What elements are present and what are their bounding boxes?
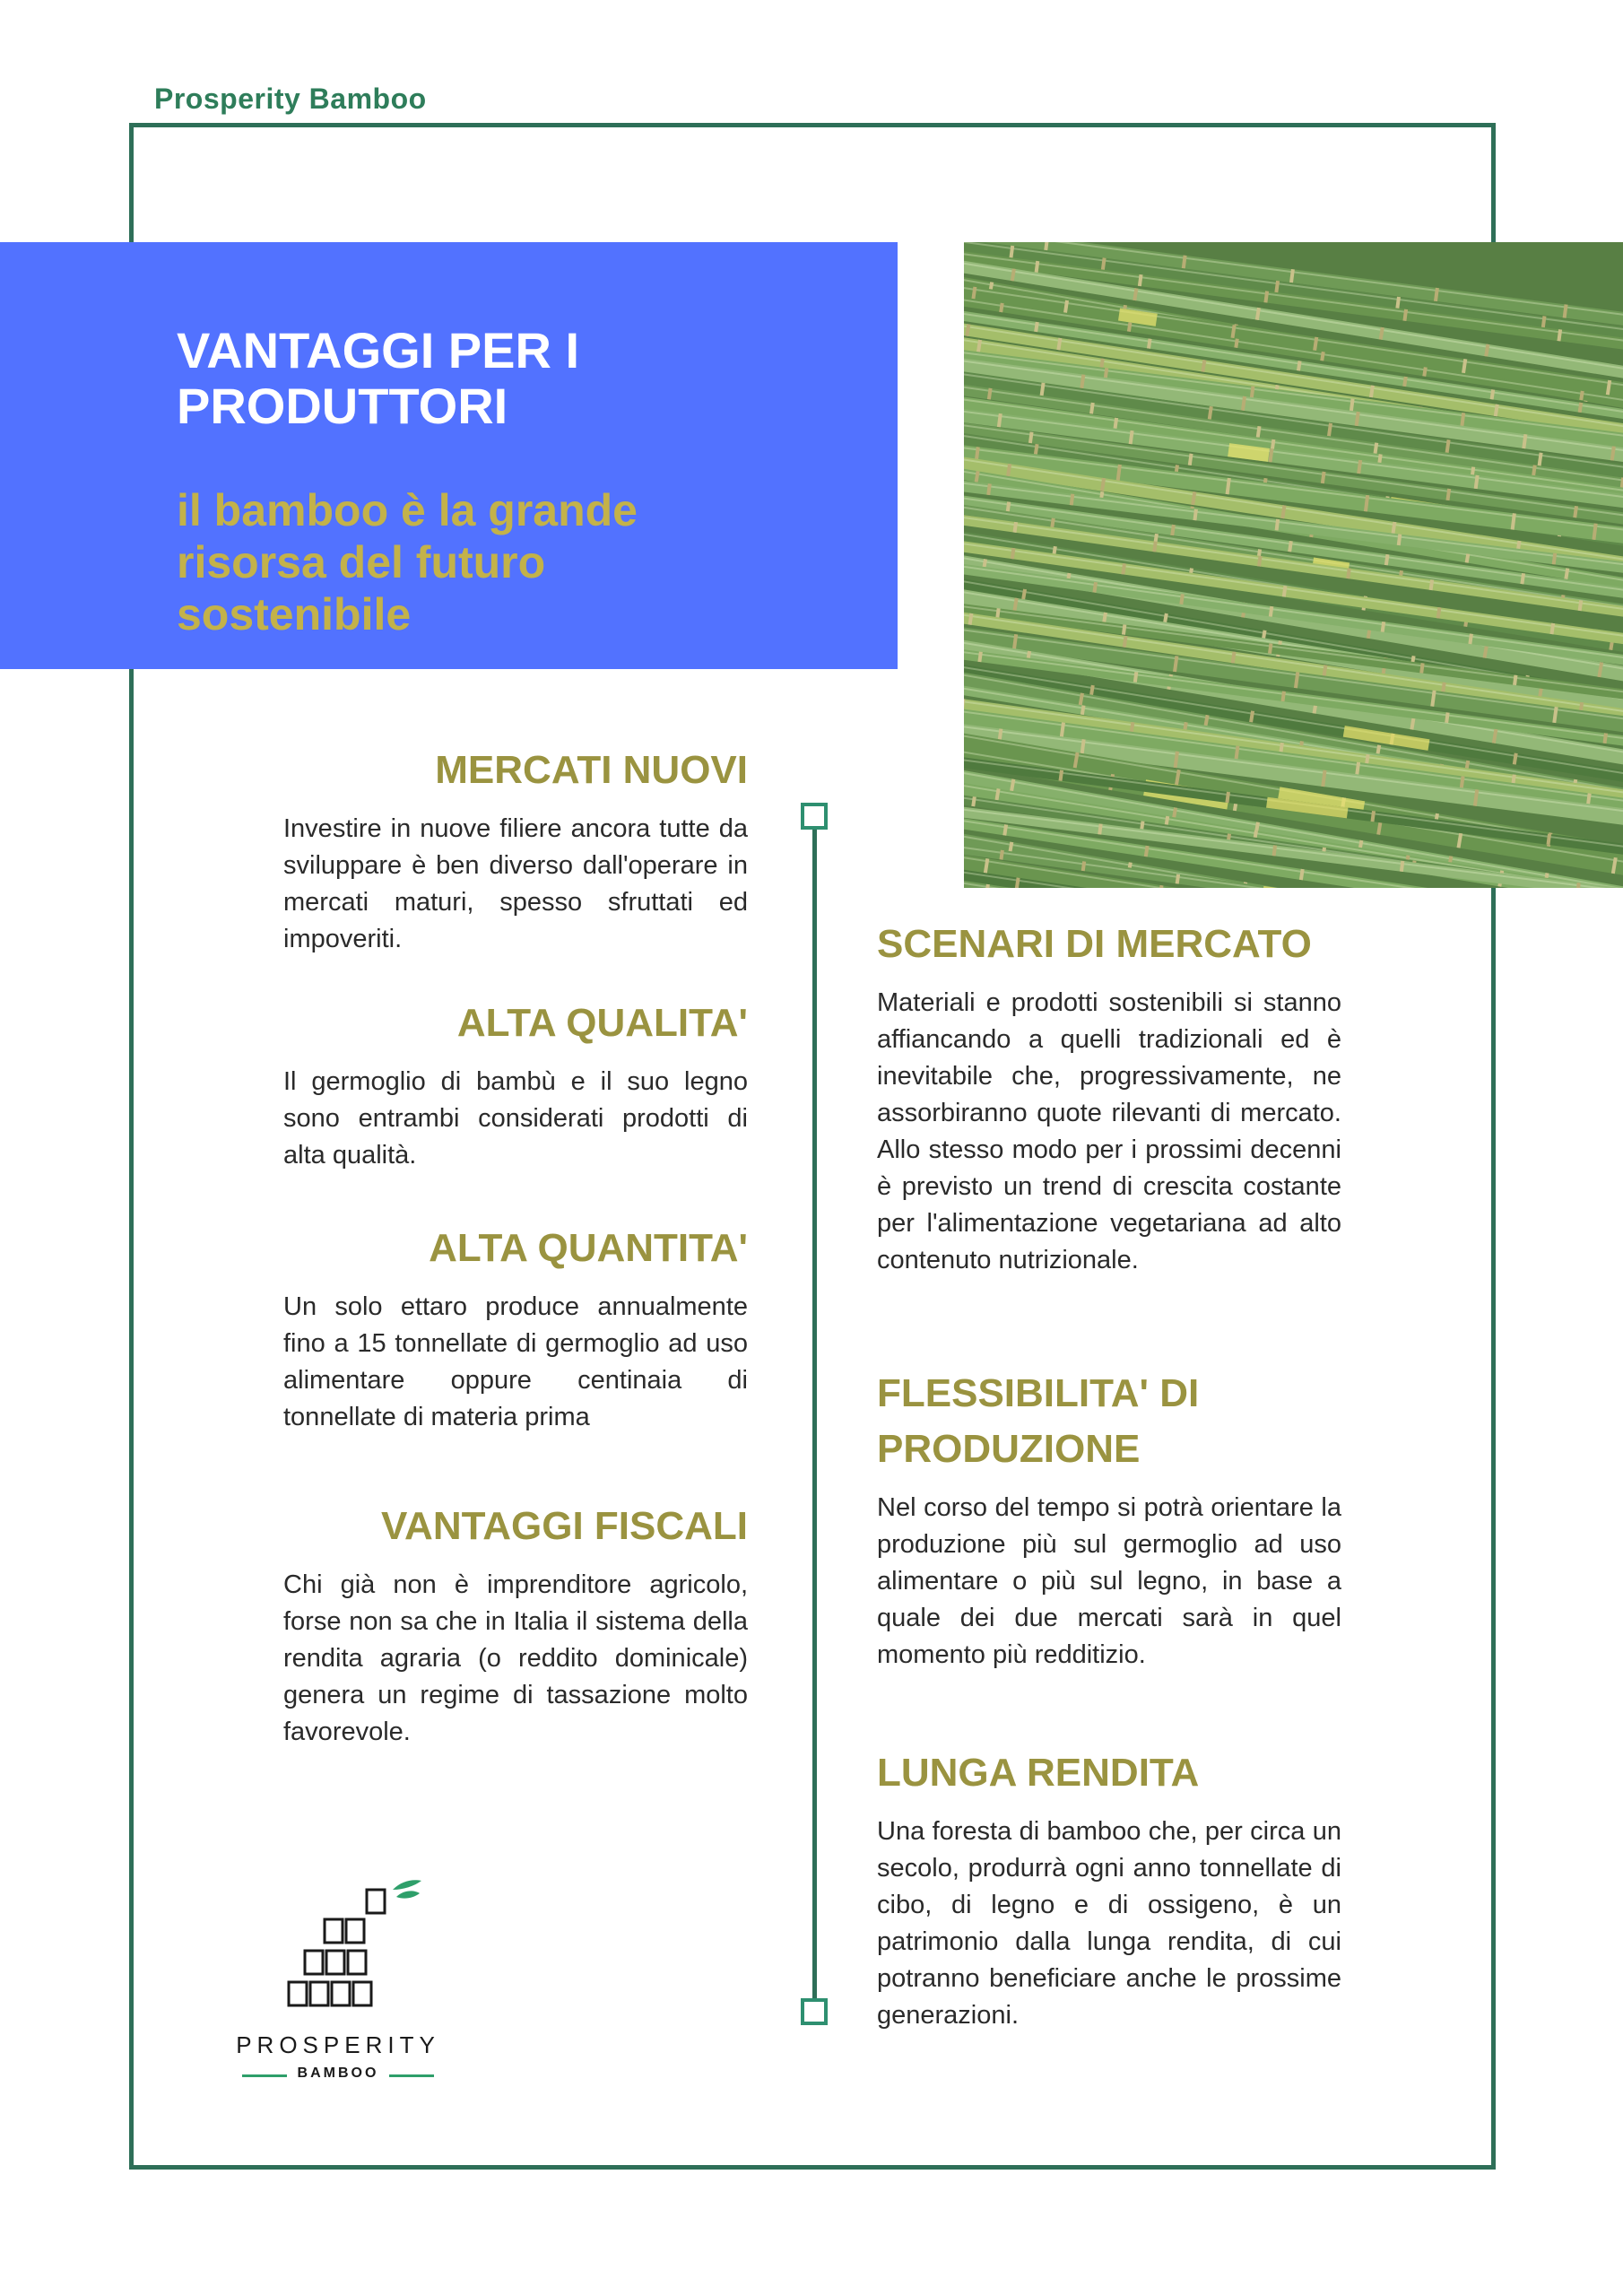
section-body: Una foresta di bamboo che, per circa un secolo, produrrà ogni anno tonnellate di cibo, di legno e di ossigeno, è un patrimonio dalla lunga rendita, di cui potranno beneficiare anche le prossime generazioni. bbox=[877, 1817, 1341, 2030]
section-title: LUNGA RENDITA bbox=[877, 1751, 1200, 1795]
section-body: Materiali e prodotti sostenibili si stanno affiancando a quelli tradizionali ed è inevitabile che, progressivamente, ne assorbiranno quote rilevanti di mercato. Allo stesso modo per i prossimi decenni è previsto un trend di crescita costante per l'alimentazione vegetariana ad alto contenuto nutrizionale. bbox=[877, 988, 1341, 1274]
section-flessibilita-di-produzione bbox=[877, 1366, 1341, 1674]
hero-banner bbox=[0, 242, 898, 669]
section-title: FLESSIBILITA' DI PRODUZIONE bbox=[877, 1371, 1200, 1471]
logo-subtitle: BAMBOO bbox=[297, 2066, 379, 2081]
section-alta-quantita bbox=[283, 1221, 748, 1436]
bamboo-photo-illustration bbox=[964, 242, 1623, 888]
timeline-marker-top bbox=[801, 803, 828, 830]
page-title: VANTAGGI PER I PRODUTTORI bbox=[177, 322, 580, 434]
section-title: ALTA QUANTITA' bbox=[429, 1226, 748, 1270]
section-body: Nel corso del tempo si potrà orientare la produzione più sul germoglio ad uso alimentare o più sul legno, in base a quale dei due mercati sarà in quel momento più redditizio. bbox=[877, 1493, 1341, 1669]
section-body: Investire in nuove filiere ancora tutte da sviluppare è ben diverso dall'operare in mercati maturi, spesso sfruttati ed impoveriti. bbox=[283, 814, 748, 953]
section-title: ALTA QUALITA' bbox=[456, 1001, 748, 1045]
section-mercati-nuovi bbox=[283, 743, 748, 958]
section-scenari-di-mercato bbox=[877, 917, 1341, 1279]
prosperity-bamboo-logo bbox=[235, 1870, 441, 2085]
logo-divider-right bbox=[389, 2074, 434, 2077]
timeline-marker-bottom bbox=[801, 1998, 828, 2025]
section-body: Un solo ettaro produce annualmente fino a 15 tonnellate di germoglio ad uso alimentare oppure centinaia di tonnellate di materia prima bbox=[283, 1292, 748, 1431]
timeline-line bbox=[812, 816, 817, 2009]
section-vantaggi-fiscali bbox=[283, 1499, 748, 1751]
header-brand: Prosperity Bamboo bbox=[154, 83, 427, 115]
bamboo-poles-photo bbox=[964, 242, 1623, 888]
section-title: MERCATI NUOVI bbox=[435, 748, 748, 792]
section-body: Chi già non è imprenditore agricolo, forse non sa che in Italia il sistema della rendita agraria (o reddito dominicale) genera un regime di tassazione molto favorevole. bbox=[283, 1570, 748, 1746]
section-alta-qualita bbox=[283, 996, 748, 1174]
section-title: VANTAGGI FISCALI bbox=[380, 1504, 748, 1548]
page-subtitle: il bamboo è la grande risorsa del futuro sostenibile bbox=[177, 485, 638, 639]
section-title: SCENARI DI MERCATO bbox=[877, 922, 1312, 966]
section-lunga-rendita bbox=[877, 1745, 1341, 2034]
bamboo-blocks-logo-icon bbox=[235, 1870, 441, 2027]
section-body: Il germoglio di bambù e il suo legno sono entrambi considerati prodotti di alta qualità. bbox=[283, 1067, 748, 1170]
logo-name: PROSPERITY bbox=[236, 2031, 440, 2058]
